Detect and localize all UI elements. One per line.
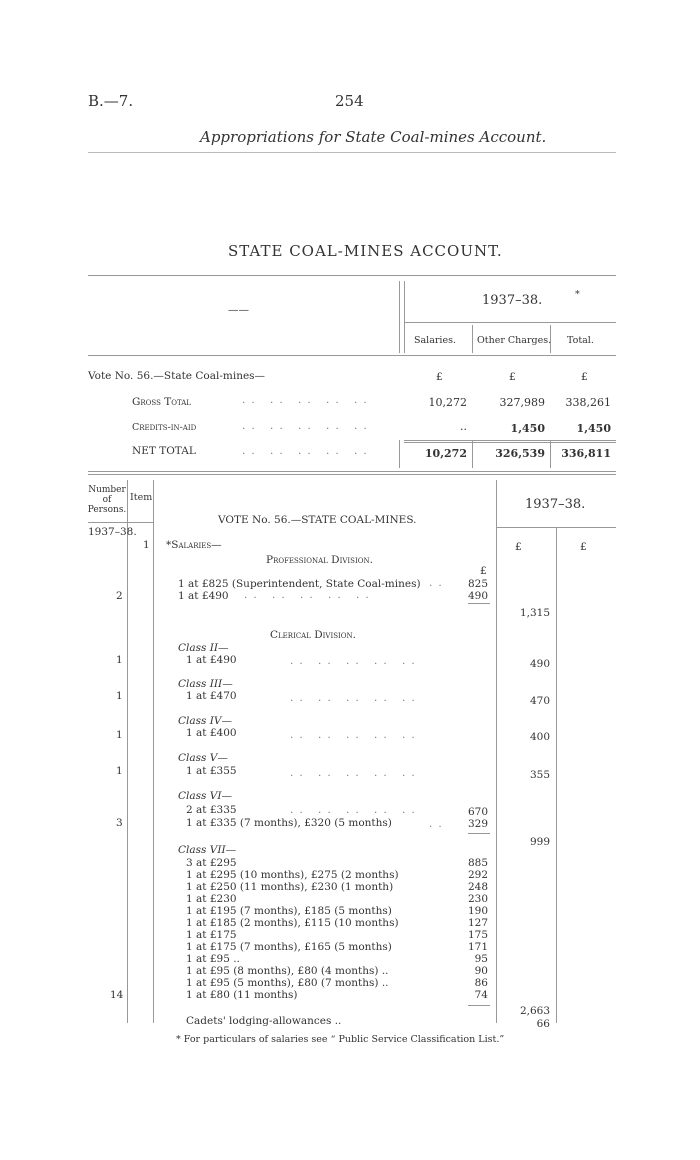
class-total: 355 — [529, 769, 550, 781]
leader-dots: .. — [429, 818, 448, 830]
detail-amount: 74 — [474, 989, 488, 1001]
vote-label: Vote No. 56.—State Coal-mines— — [88, 370, 266, 382]
credits-total: 1,450 — [576, 422, 611, 435]
col-total: Total. — [567, 335, 594, 346]
persons-count: 1 — [116, 690, 123, 702]
pound-sign: £ — [480, 565, 487, 577]
gross-total-label: Gross Total — [132, 396, 191, 408]
detail-line: 2 at £335 — [186, 804, 237, 816]
class-total: 470 — [529, 695, 550, 707]
clerical-heading: Clerical Division. — [270, 629, 356, 641]
class-total: 2,663 — [519, 1005, 550, 1017]
credits-salaries: .. — [460, 420, 467, 433]
detail-amount: 95 — [474, 953, 488, 965]
detail-amount: 230 — [467, 893, 488, 905]
detail-line: 3 at £295 — [186, 857, 237, 869]
subtotal-amount: 1,315 — [519, 607, 550, 619]
subtotal-rule — [468, 833, 490, 834]
detail-amount: 190 — [467, 905, 488, 917]
leader-dots: .. .. .. .. .. — [242, 445, 373, 457]
credits-label: Credits-in-aid — [132, 422, 197, 433]
vote-title: VOTE No. 56.—STATE COAL-MINES. — [218, 514, 417, 526]
persons-count: 3 — [116, 817, 123, 829]
summary-col-divider — [472, 440, 473, 468]
detail-line: 1 at £195 (7 months), £185 (5 months) — [186, 905, 392, 917]
summary-year-rule — [404, 322, 616, 323]
gross-other: 327,989 — [499, 396, 545, 409]
subtotal-rule — [468, 603, 490, 604]
persons-count: 1 — [116, 654, 123, 666]
class-heading: Class II— — [178, 642, 229, 654]
leader-dots: .. .. .. .. .. — [290, 767, 421, 779]
detail-line: 1 at £355 — [186, 765, 237, 777]
detail-line: 1 at £400 — [186, 727, 237, 739]
leader-dots: .. — [429, 577, 448, 589]
detail-line: 1 at £80 (11 months) — [186, 989, 298, 1001]
class-total: 490 — [529, 658, 550, 670]
gross-total: 338,261 — [565, 396, 611, 409]
summary-col-divider — [404, 281, 405, 353]
detail-top-rule — [88, 474, 616, 475]
detail-year-right: 1937–38. — [525, 497, 586, 512]
detail-amount: 825 — [467, 578, 488, 590]
cadets-amount: 66 — [536, 1018, 550, 1030]
pound-sign: £ — [580, 541, 587, 553]
detail-amount: 885 — [467, 857, 488, 869]
pound-sign: £ — [581, 371, 588, 383]
subtotal-rule — [468, 1005, 490, 1006]
leader-dots: .. .. .. .. .. — [290, 729, 421, 741]
summary-col-divider — [550, 440, 551, 468]
detail-line: 1 at £95 (5 months), £80 (7 months) .. — [186, 977, 389, 989]
page-reference: B.—7. — [88, 92, 134, 110]
persons-count: 2 — [116, 590, 123, 602]
detail-col-divider — [127, 480, 128, 1023]
detail-line: 1 at £490 — [178, 590, 229, 602]
account-title: STATE COAL-MINES ACCOUNT. — [228, 242, 503, 260]
class-heading: Class VI— — [178, 790, 232, 802]
professional-heading: Professional Division. — [266, 554, 373, 566]
detail-line: 1 at £230 — [186, 893, 237, 905]
summary-header-rule — [88, 355, 616, 356]
net-rule — [404, 440, 616, 441]
detail-col-divider — [153, 480, 154, 1023]
footnote: * For particulars of salaries see “ Public Service Classification List.” — [176, 1034, 505, 1045]
net-total: 336,811 — [561, 447, 611, 460]
detail-amount: 329 — [467, 818, 488, 830]
col-number-of-persons: Number of Persons. — [87, 485, 127, 515]
detail-top-rule — [88, 471, 616, 472]
summary-col-divider — [399, 281, 400, 353]
net-salaries: 10,272 — [424, 447, 467, 460]
header-rule — [88, 152, 616, 153]
credits-other: 1,450 — [510, 422, 545, 435]
class-total: 400 — [529, 731, 550, 743]
detail-amount: 670 — [467, 806, 488, 818]
pound-sign: £ — [509, 371, 516, 383]
detail-line: 1 at £335 (7 months), £320 (5 months) — [186, 817, 392, 829]
col-other-charges: Other Charges. — [477, 335, 552, 346]
detail-line: 1 at £95 (8 months), £80 (4 months) .. — [186, 965, 389, 977]
detail-line: 1 at £175 — [186, 929, 237, 941]
class-total: 999 — [529, 836, 550, 848]
detail-line: 1 at £470 — [186, 690, 237, 702]
detail-col-divider — [496, 480, 497, 1023]
detail-year-rule — [496, 527, 616, 528]
pound-sign: £ — [515, 541, 522, 553]
pound-sign: £ — [436, 371, 443, 383]
leader-dots: .. .. .. .. .. — [242, 394, 373, 406]
detail-year-left: 1937–38. — [88, 526, 137, 538]
detail-line: 1 at £185 (2 months), £115 (10 months) — [186, 917, 399, 929]
leader-dots: .. .. .. .. .. — [244, 589, 375, 601]
summary-col-divider — [399, 440, 400, 468]
summary-col-divider — [472, 325, 473, 353]
detail-amount: 490 — [467, 590, 488, 602]
detail-col-divider — [556, 528, 557, 1023]
page-title: Appropriations for State Coal-mines Account. — [200, 128, 547, 146]
summary-top-rule — [88, 275, 616, 276]
class-heading: Class III— — [178, 678, 233, 690]
leader-dots: .. .. .. .. .. — [290, 655, 421, 667]
net-total-label: NET TOTAL — [132, 445, 196, 457]
detail-subhead-rule — [88, 522, 128, 523]
class-heading: Class V— — [178, 752, 228, 764]
detail-line: 1 at £95 .. — [186, 953, 240, 965]
salaries-heading: *Salaries— — [166, 539, 222, 551]
detail-amount: 248 — [467, 881, 488, 893]
class-heading: Class VII— — [178, 844, 237, 856]
detail-amount: 171 — [467, 941, 488, 953]
detail-line: 1 at £825 (Superintendent, State Coal-mines) — [178, 578, 421, 590]
gross-salaries: 10,272 — [428, 396, 467, 409]
summary-year: 1937–38. — [482, 293, 543, 308]
detail-subhead-rule — [127, 522, 153, 523]
net-other: 326,539 — [495, 447, 545, 460]
class-heading: Class IV— — [178, 715, 232, 727]
detail-amount: 86 — [474, 977, 488, 989]
col-salaries: Salaries. — [414, 335, 456, 346]
item-number: 1 — [143, 539, 150, 551]
detail-amount: 175 — [467, 929, 488, 941]
detail-line: 1 at £250 (11 months), £230 (1 month) — [186, 881, 394, 893]
detail-amount: 127 — [467, 917, 488, 929]
detail-line: 1 at £490 — [186, 654, 237, 666]
detail-line: 1 at £295 (10 months), £275 (2 months) — [186, 869, 399, 881]
net-rule — [404, 442, 616, 443]
persons-count: 1 — [116, 765, 123, 777]
persons-count: 14 — [110, 989, 124, 1001]
detail-amount: 90 — [474, 965, 488, 977]
col-item: Item — [130, 492, 153, 503]
persons-count: 1 — [116, 729, 123, 741]
detail-line: 1 at £175 (7 months), £165 (5 months) — [186, 941, 392, 953]
leader-dots: .. .. .. .. .. — [242, 420, 373, 432]
cadets-label: Cadets' lodging-allowances .. — [186, 1015, 342, 1027]
header-dash: —— — [228, 304, 249, 316]
page-number: 254 — [335, 92, 364, 110]
leader-dots: .. .. .. .. .. — [290, 804, 421, 816]
leader-dots: .. .. .. .. .. — [290, 692, 421, 704]
summary-star: * — [575, 289, 580, 300]
detail-amount: 292 — [467, 869, 488, 881]
